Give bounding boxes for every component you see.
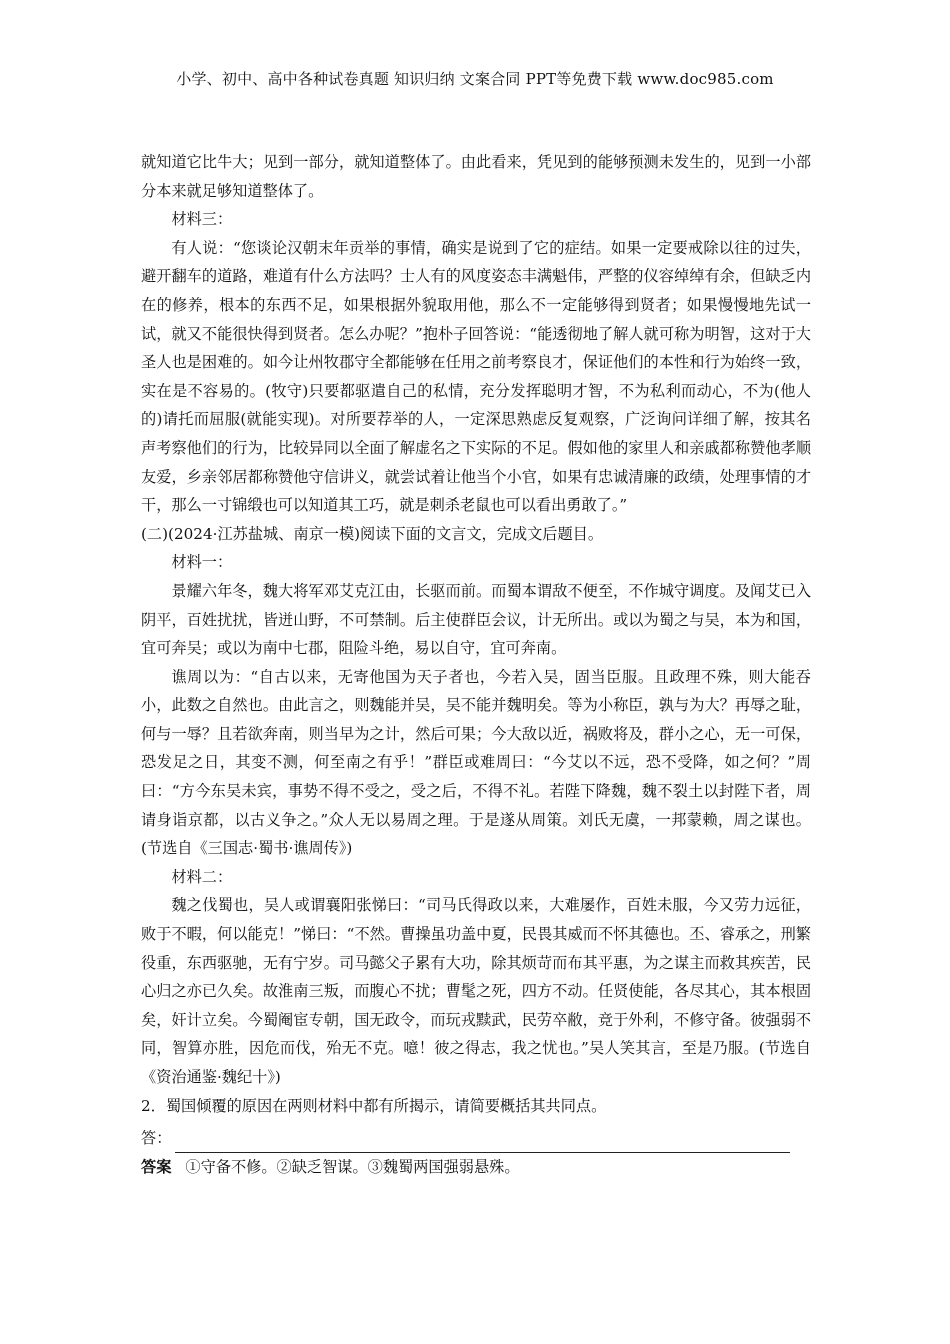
paragraph-material-1-b: 谯周以为：“自古以来，无寄他国为天子者也，今若入吴，固当臣服。且政理不殊，则大能吞小，此数之自然也。由此言之，则魏能并吴，吴不能并魏明矣。等为小称臣，孰与为大？再辱之耻，何与一辱？且若欲奔南，则当早为之计，然后可果；今大敌以近，祸败将及，群小之心，无一可保，恐发足之日，其变不测，何至南之有乎！”群臣或难周曰：“今艾以不远，恐不受降，如之何？”周曰：“方今东吴未宾，事势不得不受之，受之后，不得不礼。若陛下降魏，魏不裂土以封陛下者，周请身诣京都，以古义争之。”众人无以易周之理。于是遂从周策。刘氏无虞，一邦蒙赖，周之谋也。(节选自《三国志·蜀书·谯周传》) — [141, 667, 811, 858]
paragraph-material-3: 有人说：“您谈论汉朝末年贡举的事情，确实是说到了它的症结。如果一定要戒除以往的过失，避开翻车的道路，难道有什么方法吗？士人有的风度姿态丰满魁伟，严整的仪容绰绰有余，但缺乏内在的修养，根本的东西不足，如果根据外貌取用他，那么不一定能够得到贤者；如果慢慢地先试一试，就又不能很快得到贤者。怎么办呢？”抱朴子回答说：“能透彻地了解人就可称为明智，这对于大圣人也是困难的。如今让州牧郡守全都能够在任用之前考察良才，保证他们的本性和行为始终一致，实在是不容易的。(牧守)只要都驱遣自己的私情，充分发挥聪明才智，不为私利而动心，不为(他人的)请托而屈服(就能实现)。对所要荐举的人，一定深思熟虑反复观察，广泛询问详细了解，按其名声考察他们的行为，比较异同以全面了解虚名之下实际的不足。假如他的家里人和亲戚都称赞他孝顺友爱，乡亲邻居都称赞他守信讲义，就尝试着让他当个小官，如果有忠诚清廉的政绩，处理事情的才干，那么一寸锦缎也可以知道其工巧，就是刺杀老鼠也可以看出勇敢了。” — [141, 238, 811, 515]
answer-key-label: 答案 — [141, 1157, 172, 1176]
paragraph-material-2: 魏之伐蜀也，吴人或谓襄阳张悌曰：“司马氏得政以来，大难屡作，百姓未服，今又劳力远征，败于不暇，何以能克！”悌曰：“不然。曹操虽功盖中夏，民畏其威而不怀其德也。丕、睿承之，刑繁役重，东西驱驰，无有宁岁。司马懿父子累有大功，除其烦苛而布其平惠，为之谋主而救其疾苦，民心归之亦已久矣。故淮南三叛，而腹心不扰；曹髦之死，四方不动。任贤使能，各尽其心，其本根固矣，奸计立矣。今蜀阉宦专朝，国无政令，而玩戎黩武，民劳卒敝，竞于外利，不修守备。彼强弱不同，智算亦胜，因危而伐，殆无不克。噫！彼之得志，我之忧也。”吴人笑其言，至是乃服。(节选自《资治通鉴·魏纪十》) — [141, 896, 811, 1086]
section-heading-part-2: (二)(2024·江苏盐城、南京一模)阅读下面的文言文，完成文后题目。 — [141, 524, 604, 543]
paragraph-continuation: 就知道它比牛大；见到一部分，就知道整体了。由此看来，凭见到的能够预测未发生的，见到一小部分本来就足够知道整体了。 — [141, 153, 811, 200]
answer-label: 答： — [141, 1129, 172, 1148]
paragraph-material-1-a: 景耀六年冬，魏大将军邓艾克江由，长驱而前。而蜀本谓敌不便至，不作城守调度。及闻艾已入阴平，百姓扰扰，皆迸山野，不可禁制。后主使群臣会议，计无所出。或以为蜀之与吴，本为和国，宜可奔吴；或以为南中七郡，阻险斗绝，易以自守，宜可奔南。 — [141, 581, 811, 658]
answer-line — [141, 1124, 811, 1153]
section-label-material-1: 材料一： — [171, 553, 233, 572]
page-header: 小学、初中、高中各种试卷真题 知识归纳 文案合同 PPT等免费下载 www.doc985.com — [176, 70, 774, 88]
answer-key-text: ①守备不修。②缺乏智谋。③魏蜀两国强弱悬殊。 — [185, 1157, 520, 1176]
section-label-material-3: 材料三： — [171, 210, 233, 229]
answer-key — [141, 1153, 811, 1182]
question-text: 2．蜀国倾覆的原因在两则材料中都有所揭示，请简要概括其共同点。 — [141, 1096, 607, 1115]
document-body — [141, 148, 811, 1181]
section-label-material-2: 材料二： — [171, 867, 233, 886]
answer-blank[interactable] — [175, 1134, 790, 1153]
